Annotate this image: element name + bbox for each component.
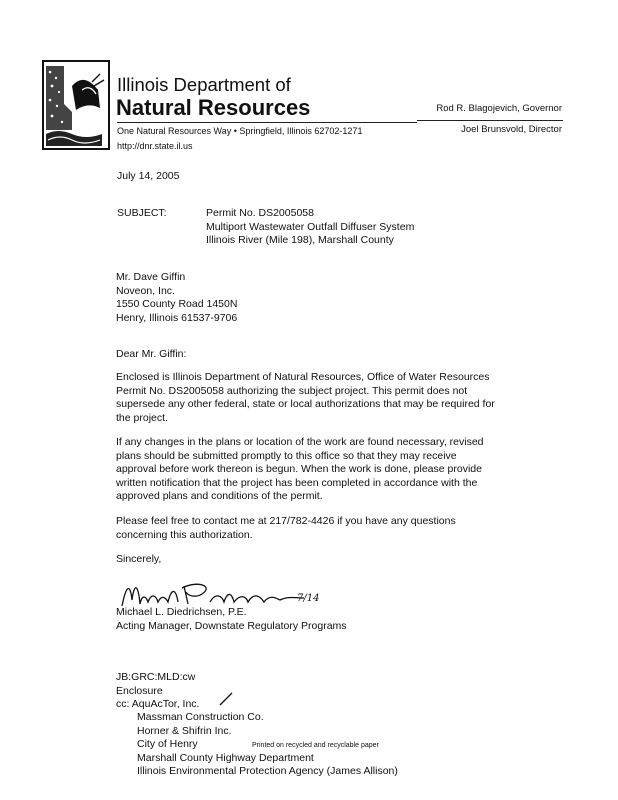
body-paragraph — [116, 515, 456, 542]
subject-line: Permit No. DS2005058 — [206, 207, 314, 219]
agency-website: http://dnr.state.il.us — [117, 141, 193, 151]
recipient-address — [116, 271, 237, 325]
subject-line: Illinois River (Mile 198), Marshall County — [206, 234, 394, 246]
reference-initials: JB:GRC:MLD:cw — [116, 671, 196, 683]
cc-recipient: AquAcTor, Inc. — [131, 698, 200, 710]
letterhead-rule-right — [417, 120, 563, 121]
cc-recipient: Horner & Shifrin Inc. — [137, 724, 232, 737]
body-line: Enclosed is Illinois Department of Natural Resources, Office of Water Resources — [116, 371, 490, 383]
letterhead-rule — [117, 122, 417, 123]
cc-first-line — [116, 698, 199, 712]
subject-label: SUBJECT: — [117, 207, 167, 219]
body-line: Permit No. DS2005058 authorizing the subject project. This permit does not — [116, 384, 468, 397]
cc-recipient: Illinois Environmental Protection Agency (James Allison) — [137, 765, 398, 777]
body-line: supersede any other federal, state or local authorizations that may be required for — [116, 398, 495, 410]
body-line: approved plans and conditions of the permit. — [116, 490, 323, 502]
recipient-line: Mr. Dave Giffin — [116, 271, 186, 283]
recipient-line: Noveon, Inc. — [116, 284, 175, 297]
idnr-logo — [42, 60, 110, 150]
governor-name: Rod R. Blagojevich, Governor — [436, 103, 562, 114]
body-line: concerning this authorization. — [116, 528, 253, 541]
cc-recipient: Marshall County Highway Department — [137, 751, 314, 764]
signature-initials: 7/14 — [297, 593, 320, 604]
agency-address: One Natural Resources Way • Springfield, Illinois 62702-1271 — [117, 126, 363, 136]
signer-block — [116, 606, 347, 633]
body-paragraph — [116, 371, 495, 425]
director-name: Joel Brunsvold, Director — [461, 124, 562, 135]
body-line: If any changes in the plans or location of the work are found necessary, revised — [116, 436, 484, 448]
body-line: the project. — [116, 411, 168, 424]
body-line: Please feel free to contact me at 217/782-4426 if you have any questions — [116, 515, 456, 527]
body-line: plans should be submitted promptly to this office so that they may receive — [116, 449, 457, 462]
cc-label: cc: — [116, 698, 130, 710]
recipient-line: 1550 County Road 1450N — [116, 298, 238, 310]
body-line: approval before work thereon is begun. When the work is done, please provide — [116, 463, 482, 475]
closing: Sincerely, — [116, 553, 162, 565]
letter-date: July 14, 2005 — [117, 170, 180, 182]
recipient-line: Henry, Illinois 61537-9706 — [116, 311, 238, 324]
recycled-paper-note: Printed on recycled and recyclable paper — [252, 742, 379, 749]
cc-recipient: Massman Construction Co. — [137, 711, 264, 723]
signer-name: Michael L. Diedrichsen, P.E. — [116, 606, 247, 618]
salutation: Dear Mr. Giffin: — [116, 348, 187, 360]
cc-recipient: City of Henry — [137, 738, 198, 750]
enclosure-note: Enclosure — [116, 684, 163, 697]
subject-line: Multiport Wastewater Outfall Diffuser System — [206, 220, 415, 233]
agency-name-line2: Natural Resources — [116, 95, 311, 120]
agency-name-line1: Illinois Department of — [117, 74, 291, 95]
reference-block — [116, 671, 199, 712]
body-line: written notification that the project has been completed in accordance with the — [116, 476, 478, 489]
subject-lines — [206, 207, 414, 248]
body-paragraph — [116, 436, 484, 504]
signer-title: Acting Manager, Downstate Regulatory Programs — [116, 619, 347, 632]
check-mark-icon — [218, 691, 234, 707]
